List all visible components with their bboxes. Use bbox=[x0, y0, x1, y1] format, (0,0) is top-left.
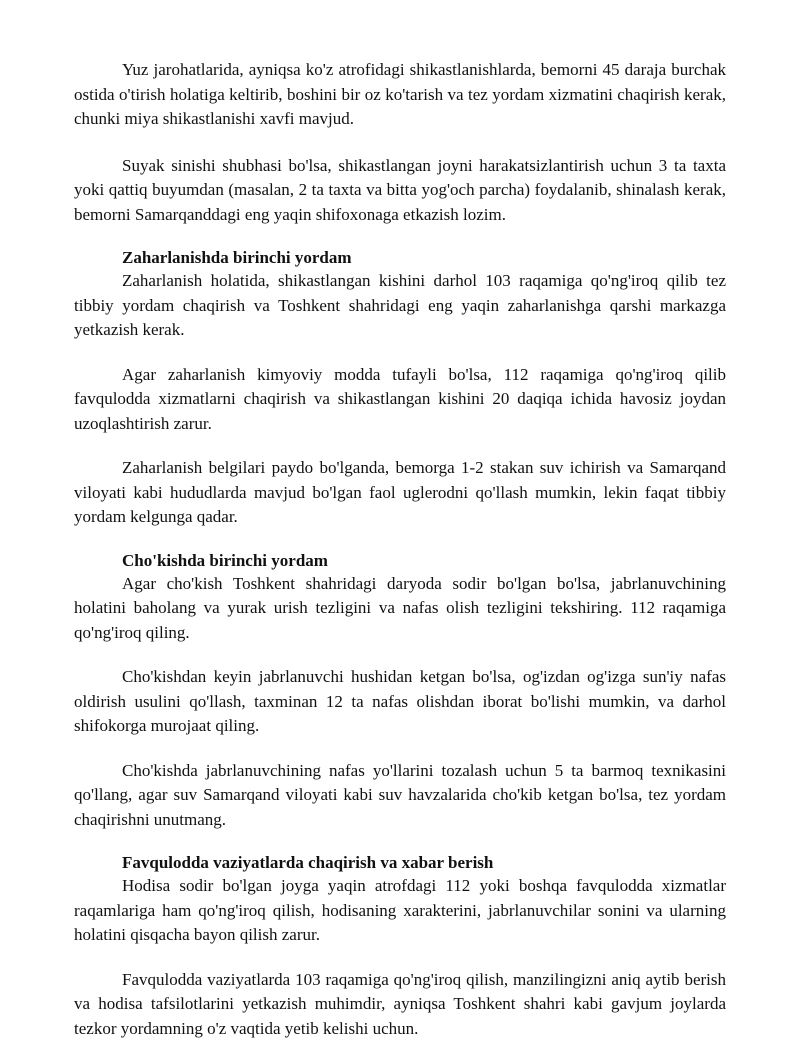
section-heading: Cho'kishda birinchi yordam bbox=[74, 550, 726, 572]
paragraph: Agar zaharlanish kimyoviy modda tufayli bo'lsa, 112 raqamiga qo'ng'iroq qilib favqulodda xizmatlarni chaqirish va shikastlangan kishini 20 daqiqa ichida havosiz joydan uzoqlashtirish zarur. bbox=[74, 363, 726, 437]
paragraph: Agar cho'kish Toshkent shahridagi daryoda sodir bo'lgan bo'lsa, jabrlanuvchining holatini baholang va yurak urish tezligini va nafas olish tezligini tekshiring. 112 raqamiga qo'ng'iroq qiling. bbox=[74, 572, 726, 646]
section-drowning bbox=[74, 550, 726, 833]
paragraph-fracture: Suyak sinishi shubhasi bo'lsa, shikastlangan joyni harakatsizlantirish uchun 3 ta taxta yoki qattiq buyumdan (masalan, 2 ta taxta va bitta yog'och parcha) foydalanib, shinalash kerak, bemorni Samarqanddagi eng yaqin shifoxonaga etkazish lozim. bbox=[74, 154, 726, 228]
section-emergency-calls bbox=[74, 852, 726, 1041]
paragraph: Favqulodda vaziyatlarda 103 raqamiga qo'ng'iroq qilish, manzilingizni aniq aytib berish va hodisa tafsilotlarini yetkazish muhimdir, ayniqsa Toshkent shahri kabi gavjum joylarda tezkor yordamning o'z vaqtida yetib kelishi uchun. bbox=[74, 968, 726, 1041]
paragraph: Cho'kishdan keyin jabrlanuvchi hushidan ketgan bo'lsa, og'izdan og'izga sun'iy nafas oldirish usulini qo'llash, taxminan 12 ta nafas olishdan iborat bo'lishi mumkin, va darhol shifokorga murojaat qiling. bbox=[74, 665, 726, 739]
paragraph: Hodisa sodir bo'lgan joyga yaqin atrofdagi 112 yoki boshqa favqulodda xizmatlar raqamlariga ham qo'ng'iroq qilish, hodisaning xarakterini, jabrlanuvchilar sonini va ularning holatini qisqacha bayon qilish zarur. bbox=[74, 874, 726, 948]
section-heading: Zaharlanishda birinchi yordam bbox=[74, 247, 726, 269]
paragraph: Cho'kishda jabrlanuvchining nafas yo'llarini tozalash uchun 5 ta barmoq texnikasini qo'llang, agar suv Samarqand viloyati kabi suv havzalarida cho'kib ketgan bo'lsa, tez yordam chaqirishni unutmang. bbox=[74, 759, 726, 833]
paragraph: Zaharlanish holatida, shikastlangan kishini darhol 103 raqamiga qo'ng'iroq qilib tez tibbiy yordam chaqirish va Toshkent shahridagi eng yaqin zaharlanishga qarshi markazga yetkazish kerak. bbox=[74, 269, 726, 343]
section-poisoning bbox=[74, 247, 726, 530]
paragraph-face-injuries: Yuz jarohatlarida, ayniqsa ko'z atrofidagi shikastlanishlarda, bemorni 45 daraja burchak ostida o'tirish holatiga keltirib, boshini bir oz ko'tarish va tez yordam xizmatini chaqirish kerak, chunki miya shikastlanishi xavfi mavjud. bbox=[74, 58, 726, 132]
paragraph: Zaharlanish belgilari paydo bo'lganda, bemorga 1-2 stakan suv ichirish va Samarqand viloyati kabi hududlarda mavjud bo'lgan faol uglerodni qo'llash mumkin, lekin faqat tibbiy yordam kelgunga qadar. bbox=[74, 456, 726, 530]
section-heading: Favqulodda vaziyatlarda chaqirish va xabar berish bbox=[74, 852, 726, 874]
